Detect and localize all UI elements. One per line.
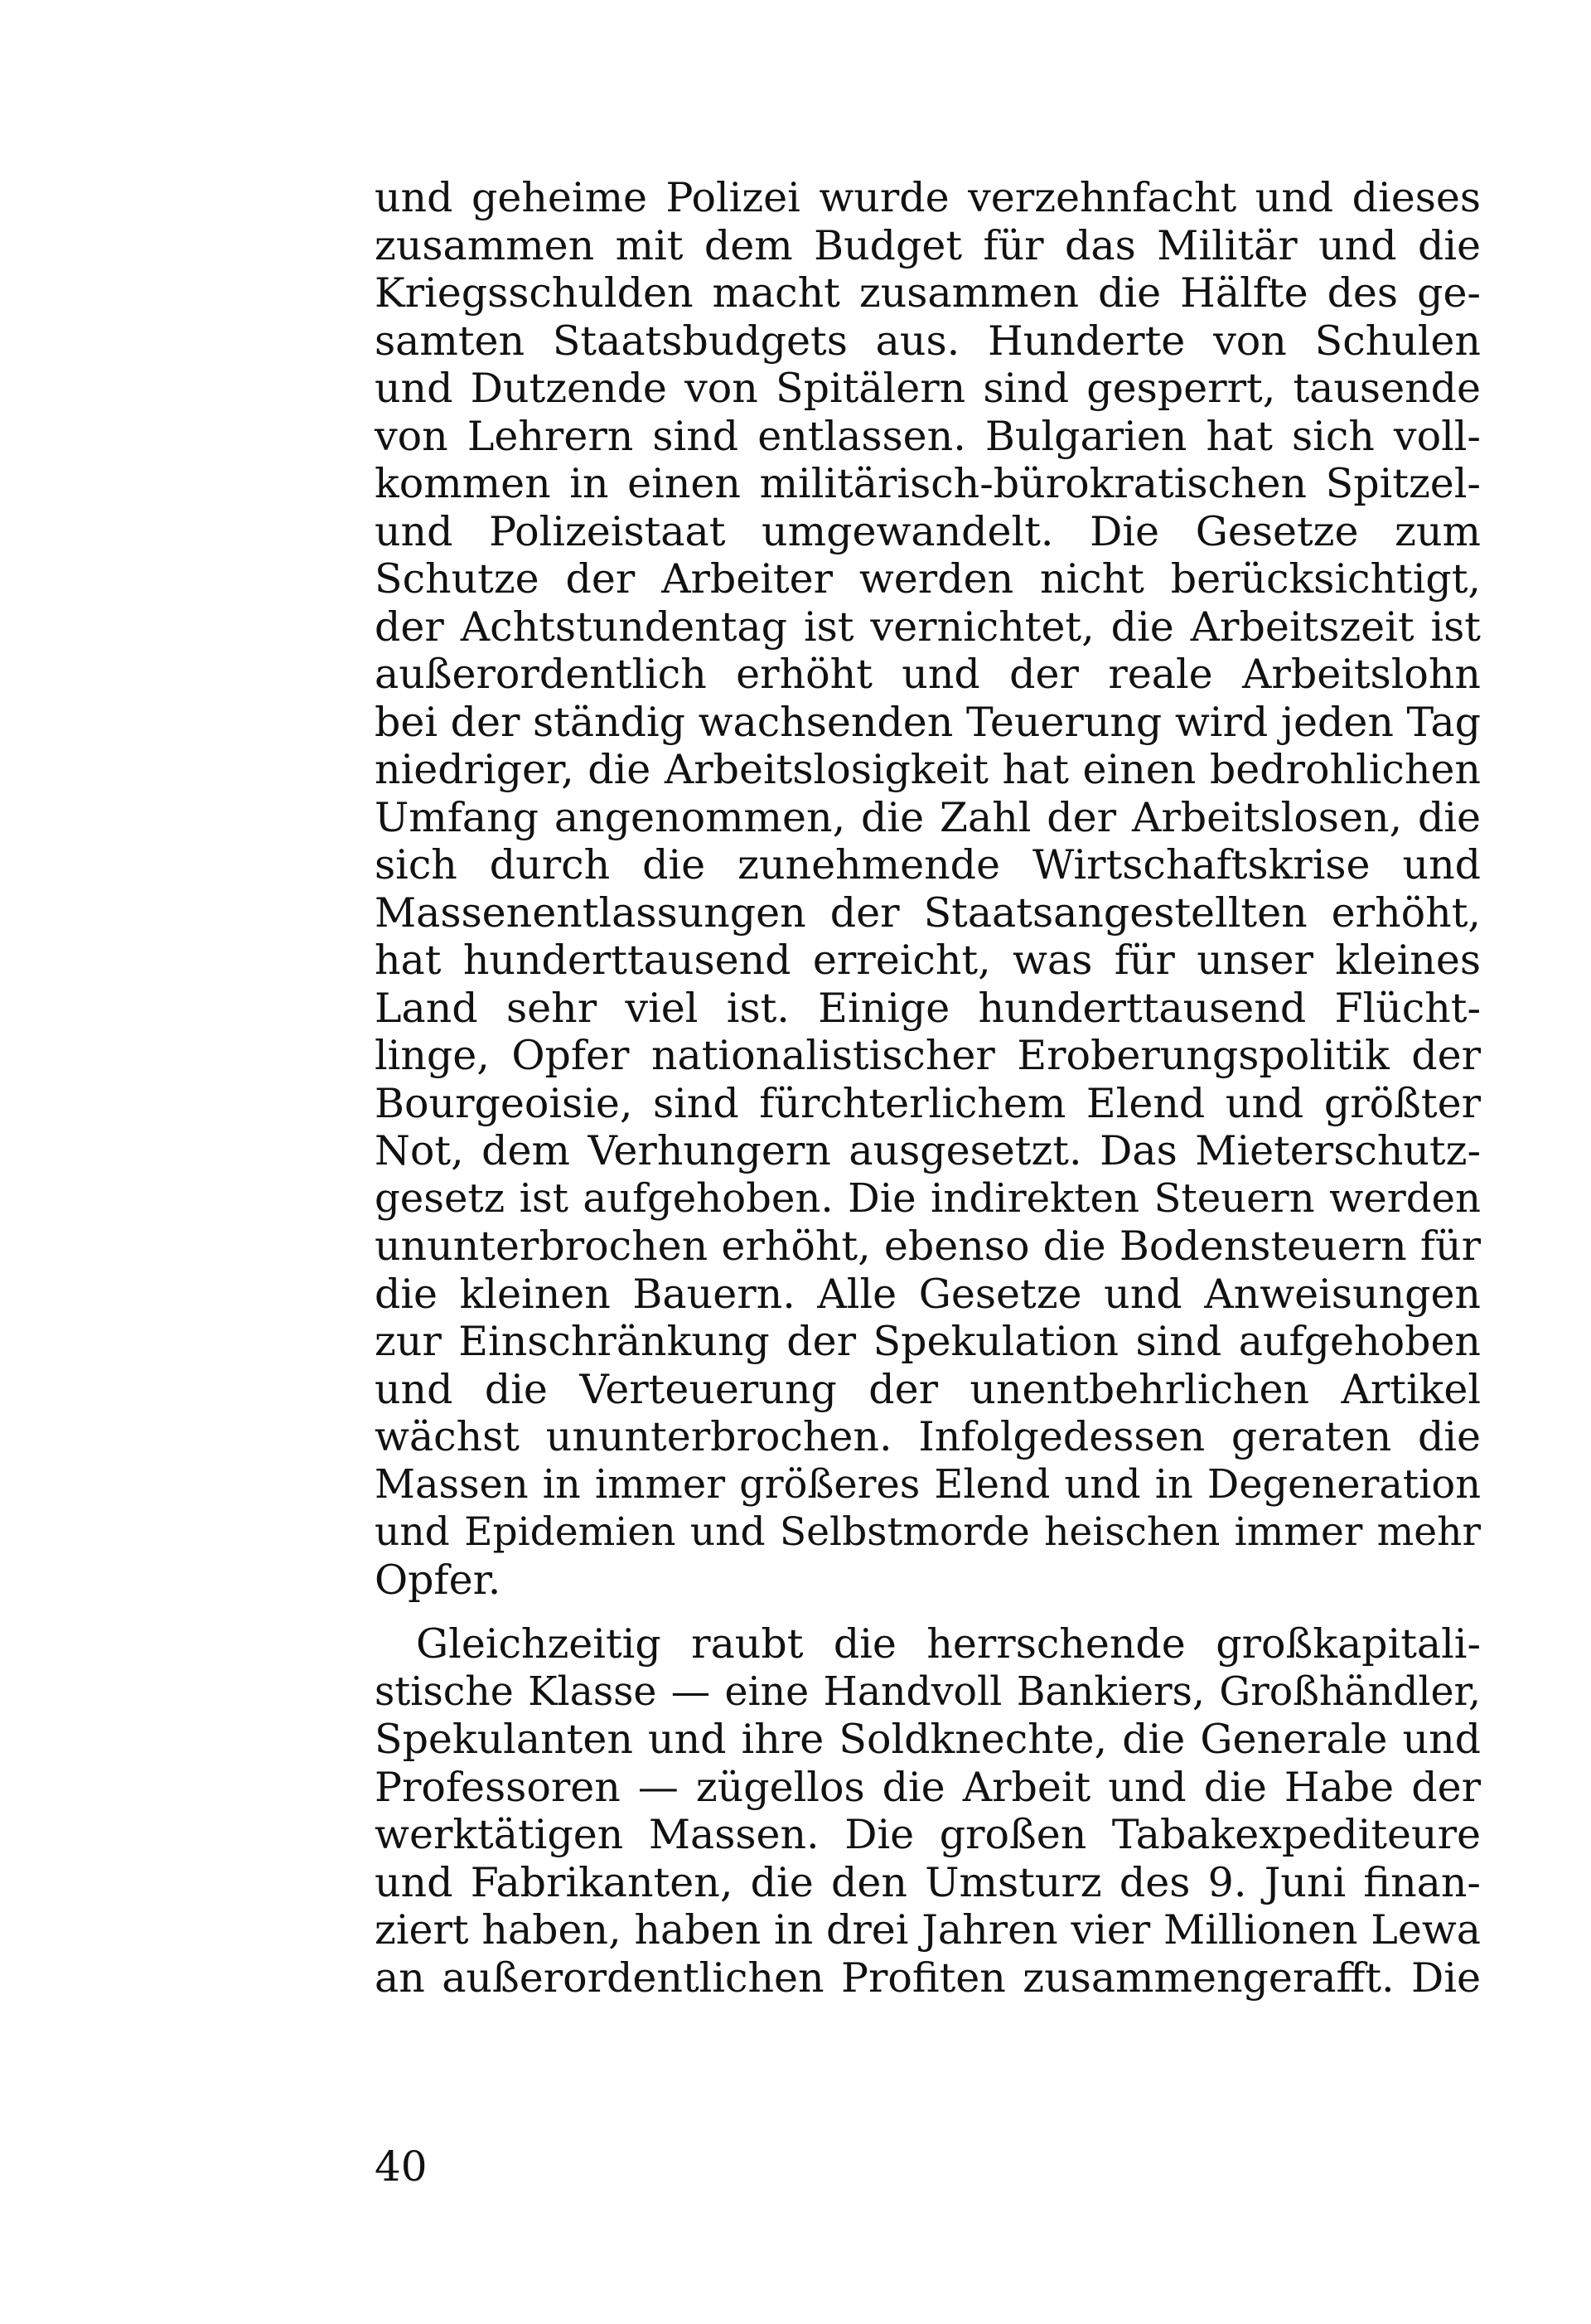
text-line: und Fabrikanten, die den Umsturz des 9. Juni finan- — [375, 1858, 1481, 1906]
text-line: Land sehr viel ist. Einige hunderttausend Flücht- — [375, 984, 1481, 1032]
paragraph-1 — [375, 174, 1481, 1604]
paragraph-gap — [375, 1604, 1481, 1620]
body-text — [375, 174, 1481, 2002]
text-line: an außerordentlichen Profiten zusammengerafft. Die — [375, 1954, 1481, 2002]
text-line: ununterbrochen erhöht, ebenso die Bodensteuern für — [375, 1223, 1481, 1270]
text-line: Opfer. — [375, 1556, 501, 1604]
text-line: außerordentlich erhöht und der reale Arbeitslohn — [375, 651, 1481, 698]
page-number: 40 — [375, 2142, 428, 2191]
text-line: hat hunderttausend erreicht, was für unser kleines — [375, 937, 1481, 984]
text-line: Massenentlassungen der Staatsangestellten erhöht, — [375, 888, 1481, 937]
text-line: Spekulanten und ihre Soldknechte, die Generale und — [375, 1716, 1481, 1763]
text-line: Massen in immer größeres Elend und in Degeneration — [375, 1461, 1481, 1508]
paragraph-2 — [375, 1620, 1481, 2002]
text-line: Schutze der Arbeiter werden nicht berücksichtigt, — [375, 555, 1481, 603]
text-line: ziert haben, haben in drei Jahren vier Millionen Lewa — [375, 1906, 1481, 1954]
text-line: die kleinen Bauern. Alle Gesetze und Anweisungen — [375, 1270, 1481, 1318]
text-line: Kriegsschulden macht zusammen die Hälfte des ge- — [375, 269, 1481, 317]
text-line: Gleichzeitig raubt die herrschende großkapitali- — [416, 1620, 1481, 1668]
text-line: und geheime Polizei wurde verzehnfacht und dieses — [375, 174, 1481, 221]
text-line: niedriger, die Arbeitslosigkeit hat einen bedrohlichen — [375, 746, 1481, 793]
text-line: kommen in einen militärisch-bürokratischen Spitzel- — [375, 460, 1481, 507]
text-line: von Lehrern sind entlassen. Bulgarien hat sich voll- — [375, 412, 1481, 460]
text-line: zur Einschränkung der Spekulation sind aufgehoben — [375, 1318, 1481, 1365]
text-line: und die Verteuerung der unentbehrlichen Artikel — [375, 1365, 1481, 1413]
text-line: sich durch die zunehmende Wirtschaftskrise und — [375, 841, 1481, 888]
text-line: linge, Opfer nationalistischer Eroberungspolitik der — [375, 1032, 1481, 1079]
text-line: Bourgeoisie, sind fürchterlichem Elend und größter — [375, 1079, 1481, 1127]
text-line: wächst ununterbrochen. Infolgedessen geraten die — [375, 1413, 1481, 1460]
text-line: und Epidemien und Selbstmorde heischen immer mehr — [375, 1509, 1481, 1555]
text-line: Professoren — zügellos die Arbeit und die Habe der — [375, 1763, 1481, 1811]
text-line: samten Staatsbudgets aus. Hunderte von Schulen — [375, 317, 1481, 365]
text-line: werktätigen Massen. Die großen Tabakexpediteure — [375, 1811, 1481, 1858]
text-line: bei der ständig wachsenden Teuerung wird jeden Tag — [375, 698, 1481, 746]
text-line: Umfang angenommen, die Zahl der Arbeitslosen, die — [375, 793, 1481, 841]
text-line: gesetz ist aufgehoben. Die indirekten Steuern werden — [375, 1174, 1481, 1222]
text-line: und Polizeistaat umgewandelt. Die Gesetze zum — [375, 507, 1481, 555]
text-line: zusammen mit dem Budget für das Militär und die — [375, 221, 1481, 269]
text-line: Not, dem Verhungern ausgesetzt. Das Mieterschutz- — [375, 1127, 1481, 1174]
text-line: der Achtstundentag ist vernichtet, die Arbeitszeit ist — [375, 603, 1481, 651]
text-line: stische Klasse — eine Handvoll Bankiers, Großhändler, — [375, 1668, 1481, 1715]
text-line: und Dutzende von Spitälern sind gesperrt, tausende — [375, 365, 1481, 412]
